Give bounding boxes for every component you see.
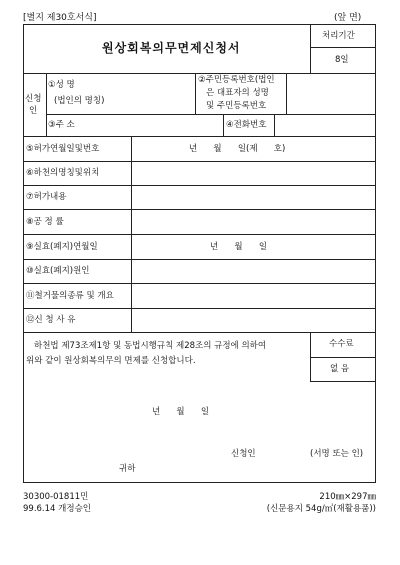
address-label: ③주 소 [48, 120, 75, 130]
divider [310, 47, 375, 48]
processing-period-label: 처리기간 [322, 31, 355, 41]
permit-date-label: ⑤허가연월일및번호 [26, 144, 100, 154]
form-number: [별지 제30호서식] [23, 13, 97, 23]
divider [24, 308, 375, 309]
name-label: ①성 명 [48, 80, 75, 90]
divider [24, 234, 375, 235]
reason-label: ⑫신 청 사 유 [26, 315, 76, 325]
recipient-label: 귀하 [119, 464, 136, 474]
divider [310, 25, 311, 73]
applicant-signature-label: 신청인 [231, 449, 256, 459]
divider [310, 332, 311, 381]
applicant-group-label-2: 인 [29, 106, 38, 116]
fee-value: 없 음 [330, 364, 350, 374]
river-name-label: ⑥하천의명칭및위치 [26, 168, 100, 178]
statement-line-1: 하천법 제73조제1항 및 동법시행규칙 제28조의 규정에 의하여 [34, 341, 267, 351]
divider [46, 73, 47, 136]
divider [24, 161, 375, 162]
divider [24, 259, 375, 260]
expire-date-value: 년 월 일 [210, 242, 268, 252]
divider [24, 283, 375, 284]
divider [46, 114, 375, 115]
registration-number-label: ②주민등록번호(법인 [198, 75, 275, 85]
approval-date: 99.6.14 개정승인 [23, 504, 91, 514]
divider [24, 73, 375, 74]
divider [310, 381, 375, 382]
fee-label: 수수료 [329, 339, 354, 349]
permit-date-value: 년 월 일(제 호) [189, 144, 286, 154]
signature-or-seal: (서명 또는 인) [310, 449, 364, 459]
form-code: 30300-01811민 [23, 492, 89, 502]
corporate-name-label: (법인의 명칭) [54, 96, 105, 106]
processing-period-value: 8일 [335, 55, 349, 65]
permit-content-label: ⑦허가내용 [26, 192, 67, 202]
paper-size: 210㎜×297㎜ [319, 492, 376, 502]
divider [310, 357, 375, 358]
applicant-group-label: 신청 [25, 94, 42, 104]
divider [274, 114, 275, 136]
divider [24, 136, 375, 137]
divider [223, 114, 224, 136]
divider [195, 73, 196, 114]
divider [286, 73, 287, 114]
divider [24, 185, 375, 186]
expire-date-label: ⑨실효(폐지)연월일 [26, 242, 98, 252]
registration-number-label-2: 은 대표자의 성명 [206, 88, 269, 98]
divider [24, 332, 375, 333]
page-side: (앞 면) [334, 13, 362, 23]
paper-type: (신문용지 54g/㎡(재활용품)) [266, 504, 376, 514]
work-progress-label: ⑧공 정 률 [26, 217, 64, 227]
statement-line-2: 위와 같이 원상회복의무의 면제를 신청합니다. [26, 356, 196, 366]
divider [131, 136, 132, 332]
phone-label: ④전화번호 [226, 120, 267, 130]
divider [24, 209, 375, 210]
registration-number-label-3: 및 주민등록번호 [206, 101, 267, 111]
expire-reason-label: ⑩실효(폐지)원인 [26, 266, 90, 276]
application-date: 년 월 일 [152, 407, 210, 417]
structure-label: ⑪철거물의종류 및 개요 [26, 291, 114, 301]
form-title: 원상회복의무면제신청서 [102, 41, 241, 55]
application-form [23, 24, 376, 483]
